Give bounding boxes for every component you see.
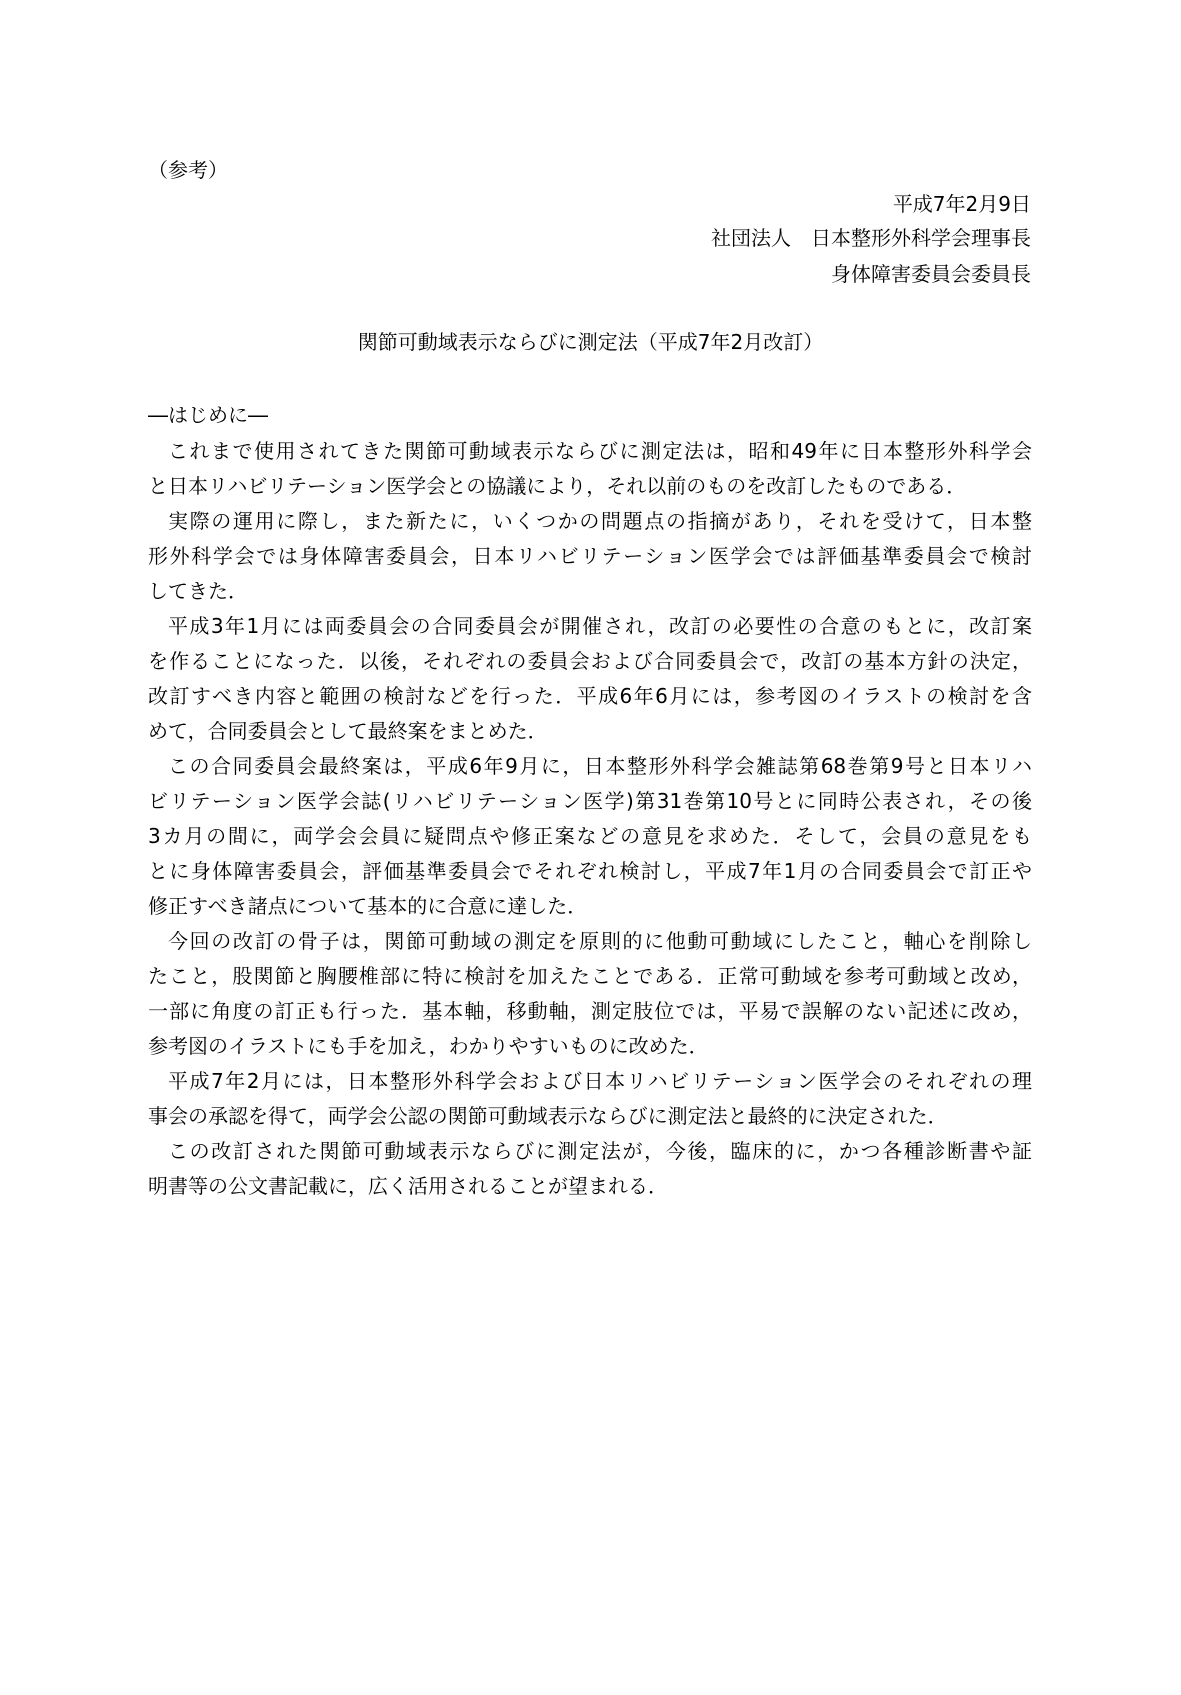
paragraph-line: 平成3年1月には両委員会の合同委員会が開催され，改訂の必要性の合意のもとに，改訂案 [168,614,1032,638]
paragraph [148,1064,1032,1134]
document-body [148,434,1032,1204]
paragraph [148,609,1032,749]
paragraph-line: 今回の改訂の骨子は，関節可動域の測定を原則的に他動可動域にしたこと，軸心を削除し [168,929,1032,953]
paragraph-line: してきた． [148,579,248,603]
paragraph [148,504,1032,609]
paragraph-line: 形外科学会では身体障害委員会，日本リハビリテーション医学会では評価基準委員会で検討 [148,544,1032,568]
paragraph-line: と日本リハビリテーション医学会との協議により，それ以前のものを改訂したものである． [148,474,967,498]
paragraph-line: ビリテーション医学会誌(リハビリテーション医学)第31巻第10号とに同時公表され，その後 [148,789,1032,813]
paragraph-line: 参考図のイラストにも手を加え，わかりやすいものに改めた． [148,1034,709,1058]
document-title: 関節可動域表示ならびに測定法（平成7年2月改訂） [357,330,824,354]
section-heading: ―はじめに― [148,403,268,427]
paragraph-line: この合同委員会最終案は，平成6年9月に，日本整形外科学会雑誌第68巻第9号と日本リハ [168,754,1032,778]
paragraph-line: 平成7年2月には，日本整形外科学会および日本リハビリテーション医学会のそれぞれの理 [168,1069,1032,1093]
paragraph-line: 3カ月の間に，両学会会員に疑問点や修正案などの意見を求めた．そして，会員の意見をも [148,824,1032,848]
paragraph-line: 明書等の公文書記載に，広く活用されることが望まれる． [148,1174,668,1198]
paragraph [148,924,1032,1064]
paragraph-line: 一部に角度の訂正も行った．基本軸，移動軸，測定肢位では，平易で誤解のない記述に改め， [148,999,1032,1023]
paragraph [148,434,1032,504]
paragraph-line: たこと，股関節と胸腰椎部に特に検討を加えたことである．正常可動域を参考可動域と改め， [148,964,1032,988]
sender-organization: 社団法人 日本整形外科学会理事長 [711,226,1031,250]
reference-label: （参考） [148,158,228,182]
paragraph [148,1134,1032,1204]
paragraph-line: 修正すべき諸点について基本的に合意に達した． [148,894,588,918]
paragraph [148,749,1032,924]
paragraph-line: 事会の承認を得て，両学会公認の関節可動域表示ならびに測定法と最終的に決定された． [148,1104,948,1128]
document-date: 平成7年2月9日 [892,192,1031,216]
paragraph-line: 改訂すべき内容と範囲の検討などを行った．平成6年6月には，参考図のイラストの検討を含 [148,684,1032,708]
paragraph-line: この改訂された関節可動域表示ならびに測定法が，今後，臨床的に，かつ各種診断書や証 [168,1139,1032,1163]
paragraph-line: めて，合同委員会として最終案をまとめた． [148,719,548,743]
paragraph-line: を作ることになった．以後，それぞれの委員会および合同委員会で，改訂の基本方針の決定， [148,649,1032,673]
paragraph-line: とに身体障害委員会，評価基準委員会でそれぞれ検討し，平成7年1月の合同委員会で訂正や [148,859,1032,883]
paragraph-line: 実際の運用に際し，また新たに，いくつかの問題点の指摘があり，それを受けて，日本整 [168,509,1032,533]
paragraph-line: これまで使用されてきた関節可動域表示ならびに測定法は，昭和49年に日本整形外科学会 [168,439,1032,463]
sender-committee: 身体障害委員会委員長 [831,262,1031,286]
